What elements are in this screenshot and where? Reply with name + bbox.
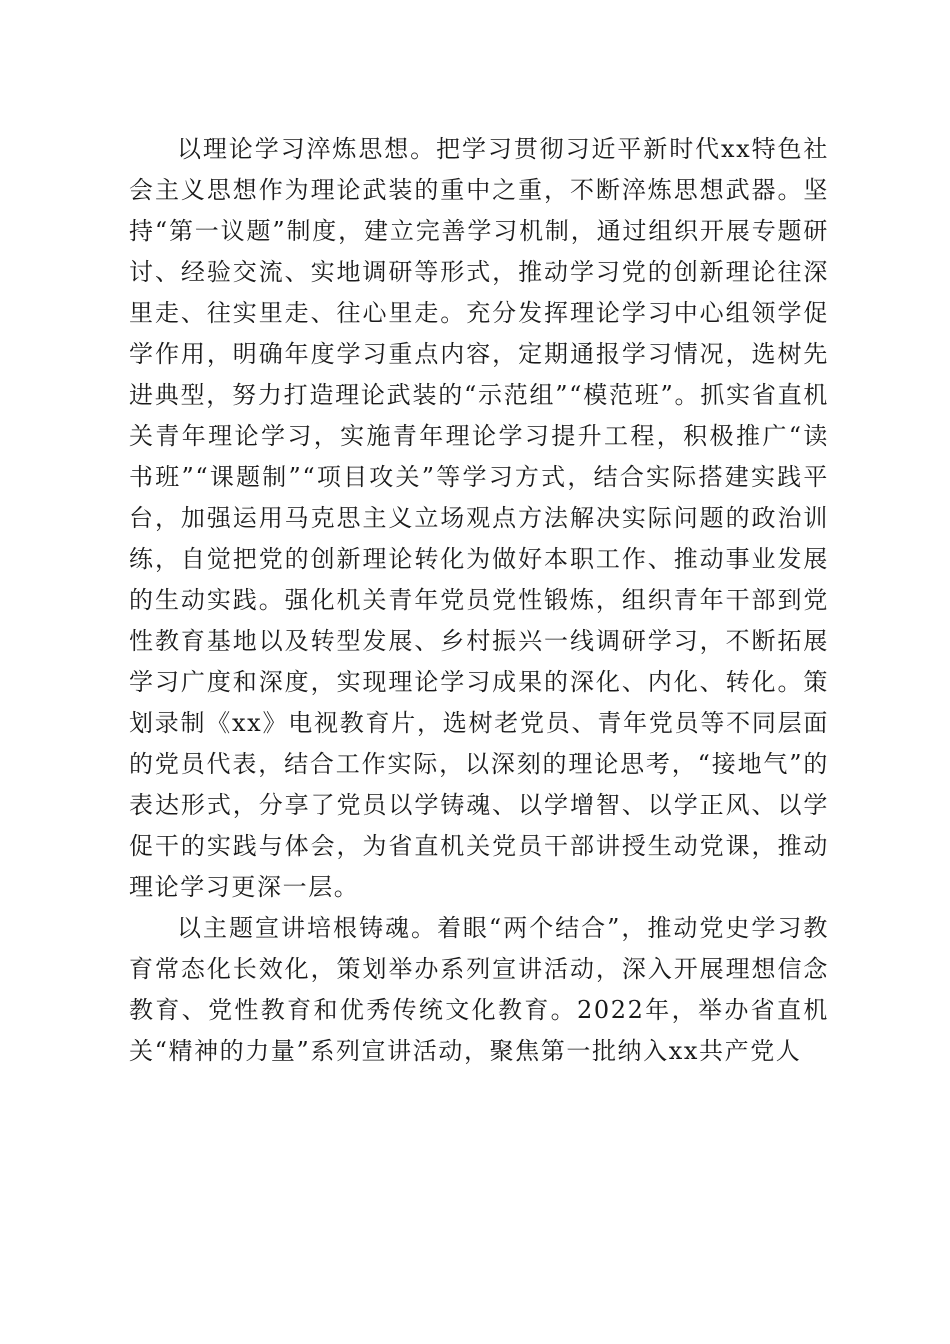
- document-body: [129, 129, 829, 1072]
- paragraph-theme-lecture: 以主题宣讲培根铸魂。着眼“两个结合”，推动党史学习教育常态化长效化，策划举办系列宣讲活动，深入开展理想信念教育、党性教育和优秀传统文化教育。2022年，举办省直机关“精神的力量”系列宣讲活动，聚焦第一批纳入xx共产党人: [129, 914, 829, 1065]
- paragraph-theory-study: 以理论学习淬炼思想。把学习贯彻习近平新时代xx特色社会主义思想作为理论武装的重中之重，不断淬炼思想武器。坚持“第一议题”制度，建立完善学习机制，通过组织开展专题研讨、经验交流、实地调研等形式，推动学习党的创新理论往深里走、往实里走、往心里走。充分发挥理论学习中心组领学促学作用，明确年度学习重点内容，定期通报学习情况，选树先进典型，努力打造理论武装的“示范组”“模范班”。抓实省直机关青年理论学习，实施青年理论学习提升工程，积极推广“读书班”“课题制”“项目攻关”等学习方式，结合实际搭建实践平台，加强运用马克思主义立场观点方法解决实际问题的政治训练，自觉把党的创新理论转化为做好本职工作、推动事业发展的生动实践。强化机关青年党员党性锻炼，组织青年干部到党性教育基地以及转型发展、乡村振兴一线调研学习，不断拓展学习广度和深度，实现理论学习成果的深化、内化、转化。策划录制《xx》电视教育片，选树老党员、青年党员等不同层面的党员代表，结合工作实际，以深刻的理论思考，“接地气”的表达形式，分享了党员以学铸魂、以学增智、以学正风、以学促干的实践与体会，为省直机关党员干部讲授生动党课，推动理论学习更深一层。: [129, 135, 829, 901]
